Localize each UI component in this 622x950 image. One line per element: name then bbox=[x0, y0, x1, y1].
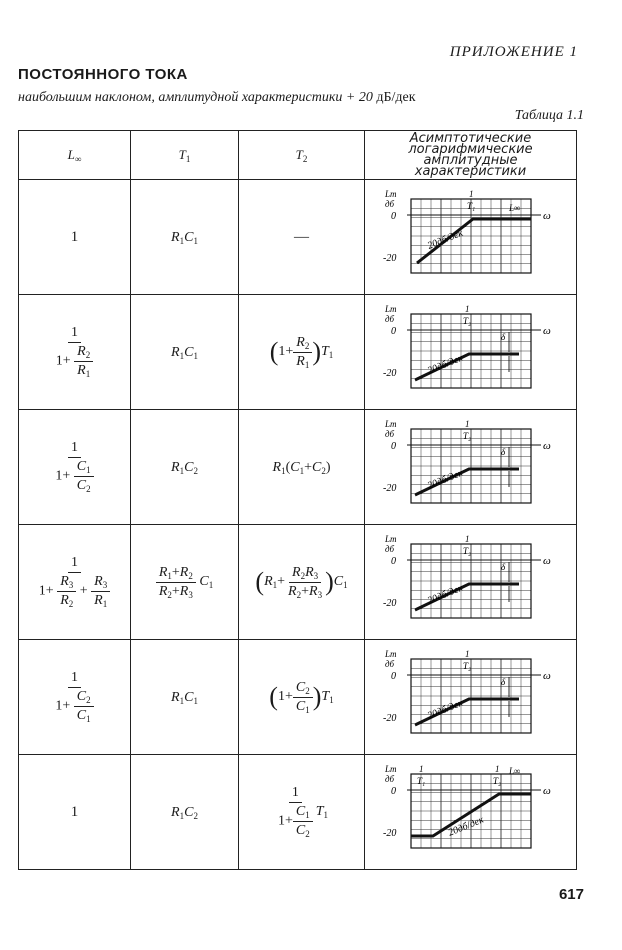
amplitude-plot bbox=[371, 647, 571, 747]
cell-plot bbox=[365, 640, 577, 755]
minus20-label: -20 bbox=[382, 828, 396, 839]
knee-num: 1 bbox=[468, 189, 473, 199]
cell-t1: $R_1C_1$ bbox=[131, 180, 239, 295]
header-characteristics: Асимптотические логарифмические амплитудные характеристики bbox=[365, 131, 577, 180]
omega-label: ω bbox=[542, 210, 551, 222]
db-label: дб bbox=[384, 429, 394, 439]
amplitude-plot bbox=[371, 762, 571, 862]
knee1-num: 1 bbox=[418, 764, 423, 774]
knee-num: 1 bbox=[464, 419, 469, 429]
zero-label: 0 bbox=[390, 556, 396, 567]
page-number: 617 bbox=[558, 886, 584, 903]
cell-plot bbox=[365, 410, 577, 525]
knee-den: T₂ bbox=[462, 546, 471, 556]
cell-linf: 1 1+ $\frac{C_1}{C_2}$ bbox=[19, 410, 131, 525]
amplitude-plot bbox=[371, 532, 571, 632]
slope-label: 20дб/дек bbox=[425, 467, 465, 492]
cell-t1: $R_1C_2$ bbox=[131, 755, 239, 870]
header-t2: $T_2$ bbox=[239, 131, 365, 180]
minus20-label: -20 bbox=[382, 483, 396, 494]
delta-label: δ bbox=[500, 332, 505, 342]
subtitle-text: наибольшим наклоном, амплитудной характеристики bbox=[18, 90, 343, 105]
knee-num: 1 bbox=[464, 649, 469, 659]
zero-label: 0 bbox=[390, 211, 396, 222]
knee-num: 1 bbox=[494, 764, 499, 774]
slope-label: 20дб/дек bbox=[425, 582, 465, 607]
knee-den: T₂ bbox=[462, 661, 471, 671]
subtitle-unit: дБ/дек bbox=[376, 90, 416, 105]
minus20-label: -20 bbox=[382, 598, 396, 609]
delta-label: δ bbox=[500, 677, 505, 687]
header-t1: $T_1$ bbox=[131, 131, 239, 180]
table-row bbox=[19, 180, 577, 295]
cell-t2: ($R_1+$ $\frac{R_2R_3}{R_2+R_3}$ )$C_1$ bbox=[239, 525, 365, 640]
delta-label: δ bbox=[500, 562, 505, 572]
db-label: дб bbox=[384, 774, 394, 784]
cell-linf: 1 1+ $\frac{R_3}{R_2}$ + $\frac{R_3}{R_1}$ bbox=[19, 525, 131, 640]
cell-t1: $R_1C_2$ bbox=[131, 410, 239, 525]
linf-label: L∞ bbox=[508, 766, 520, 776]
table-row bbox=[19, 410, 577, 525]
linf-label: L∞ bbox=[508, 203, 520, 213]
cell-t2: (1+ $\frac{R_2}{R_1}$ )$T_1$ bbox=[239, 295, 365, 410]
knee-den: T₂ bbox=[462, 316, 471, 326]
omega-label: ω bbox=[542, 670, 551, 682]
db-label: дб bbox=[384, 314, 394, 324]
zero-label: 0 bbox=[390, 326, 396, 337]
amplitude-plot bbox=[371, 302, 571, 402]
section-subtitle bbox=[18, 90, 416, 106]
amplitude-plot bbox=[371, 417, 571, 517]
cell-linf: 1 1+ $\frac{C_2}{C_1}$ bbox=[19, 640, 131, 755]
cell-t2: 1 1+ $\frac{C_1}{C_2}$ $T_1$ bbox=[239, 755, 365, 870]
knee-den: T₂ bbox=[462, 431, 471, 441]
db-label: дб bbox=[384, 659, 394, 669]
table-row bbox=[19, 525, 577, 640]
header-linf: $L_\infty$ bbox=[19, 131, 131, 180]
slope-label: 20дб/дек bbox=[446, 814, 485, 839]
slope-label: 20дб/дек bbox=[425, 227, 465, 252]
slope-label: 20дб/дек bbox=[425, 697, 465, 722]
slope-label: 20дб/дек bbox=[425, 352, 465, 377]
knee-den: T₁ bbox=[466, 201, 475, 211]
cell-plot bbox=[365, 180, 577, 295]
zero-label: 0 bbox=[390, 441, 396, 452]
omega-label: ω bbox=[542, 555, 551, 567]
cell-t2: $R_1(C_1+C_2)$ bbox=[239, 410, 365, 525]
db-label: дб bbox=[384, 199, 394, 209]
lm-label: Lm bbox=[384, 419, 397, 429]
cell-t1: $\frac{R_1+R_2}{R_2+R_3}$ $C_1$ bbox=[131, 525, 239, 640]
cell-linf: 1 bbox=[19, 755, 131, 870]
knee-num: 1 bbox=[464, 534, 469, 544]
section-heading: ПОСТОЯННОГО ТОКА bbox=[18, 66, 188, 83]
table-row bbox=[19, 295, 577, 410]
table-row bbox=[19, 755, 577, 870]
omega-label: ω bbox=[542, 440, 551, 452]
lm-label: Lm bbox=[384, 304, 397, 314]
lm-label: Lm bbox=[384, 649, 397, 659]
lm-label: Lm bbox=[384, 534, 397, 544]
knee1-den: T₁ bbox=[416, 776, 425, 786]
cell-t2: — bbox=[239, 180, 365, 295]
amplitude-plot bbox=[371, 187, 571, 287]
cell-linf: 1 bbox=[19, 180, 131, 295]
cell-plot bbox=[365, 755, 577, 870]
knee-den: T₂ bbox=[492, 776, 501, 786]
cell-plot bbox=[365, 525, 577, 640]
cell-linf: 1 1+ $\frac{R_2}{R_1}$ bbox=[19, 295, 131, 410]
table-label: Таблица 1.1 bbox=[514, 108, 584, 123]
table-header-row bbox=[19, 131, 577, 180]
table-row bbox=[19, 640, 577, 755]
delta-label: δ bbox=[500, 447, 505, 457]
omega-label: ω bbox=[542, 325, 551, 337]
minus20-label: -20 bbox=[382, 368, 396, 379]
cell-plot bbox=[365, 295, 577, 410]
db-label: дб bbox=[384, 544, 394, 554]
lm-label: Lm bbox=[384, 189, 397, 199]
minus20-label: -20 bbox=[382, 253, 396, 264]
cell-t2: (1+ $\frac{C_2}{C_1}$ )$T_1$ bbox=[239, 640, 365, 755]
lm-label: Lm bbox=[384, 764, 397, 774]
zero-label: 0 bbox=[390, 786, 396, 797]
cell-t1: $R_1C_1$ bbox=[131, 640, 239, 755]
minus20-label: -20 bbox=[382, 713, 396, 724]
subtitle-value: + 20 bbox=[345, 90, 373, 105]
zero-label: 0 bbox=[390, 671, 396, 682]
appendix-label: ПРИЛОЖЕНИЕ 1 bbox=[449, 44, 578, 60]
omega-label: ω bbox=[542, 785, 551, 797]
knee-num: 1 bbox=[464, 304, 469, 314]
transfer-table bbox=[18, 130, 576, 870]
cell-t1: $R_1C_1$ bbox=[131, 295, 239, 410]
